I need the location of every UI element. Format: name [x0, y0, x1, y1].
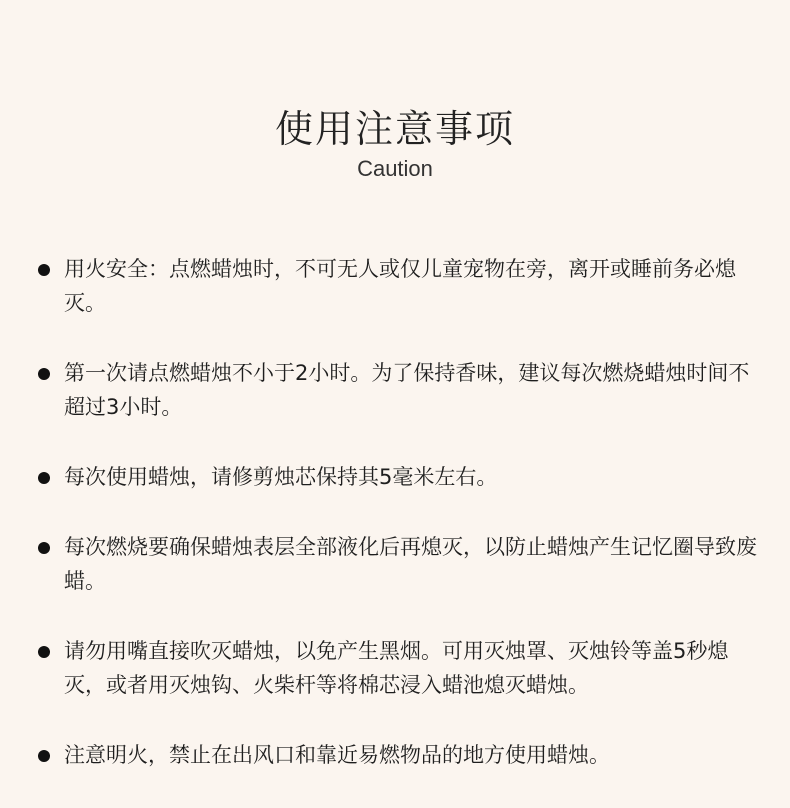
list-item	[38, 460, 758, 494]
list-item	[38, 530, 758, 598]
bullet-icon	[38, 542, 50, 554]
list-item-text: 注意明火，禁止在出风口和靠近易燃物品的地方使用蜡烛。	[64, 743, 610, 767]
list-item-text: 用火安全：点燃蜡烛时，不可无人或仅儿童宠物在旁，离开或睡前务必熄灭。	[64, 257, 736, 315]
list-item	[38, 634, 758, 702]
list-item	[38, 252, 758, 320]
list-item	[38, 738, 758, 772]
bullet-icon	[38, 368, 50, 380]
page-subtitle: Caution	[357, 156, 433, 181]
list-item-text: 每次使用蜡烛，请修剪烛芯保持其5毫米左右。	[64, 465, 498, 489]
bullet-icon	[38, 264, 50, 276]
bullet-icon	[38, 646, 50, 658]
list-item-text: 请勿用嘴直接吹灭蜡烛，以免产生黑烟。可用灭烛罩、灭烛铃等盖5秒熄灭，或者用灭烛钩、火柴杆等将棉芯浸入蜡池熄灭蜡烛。	[64, 639, 729, 697]
caution-list	[38, 252, 758, 808]
bullet-icon	[38, 750, 50, 762]
list-item	[38, 356, 758, 424]
list-item-text: 第一次请点燃蜡烛不小于2小时。为了保持香味，建议每次燃烧蜡烛时间不超过3小时。	[64, 361, 750, 419]
page-title: 使用注意事项	[274, 107, 515, 151]
list-item-text: 每次燃烧要确保蜡烛表层全部液化后再熄灭，以防止蜡烛产生记忆圈导致废蜡。	[64, 535, 757, 593]
bullet-icon	[38, 472, 50, 484]
